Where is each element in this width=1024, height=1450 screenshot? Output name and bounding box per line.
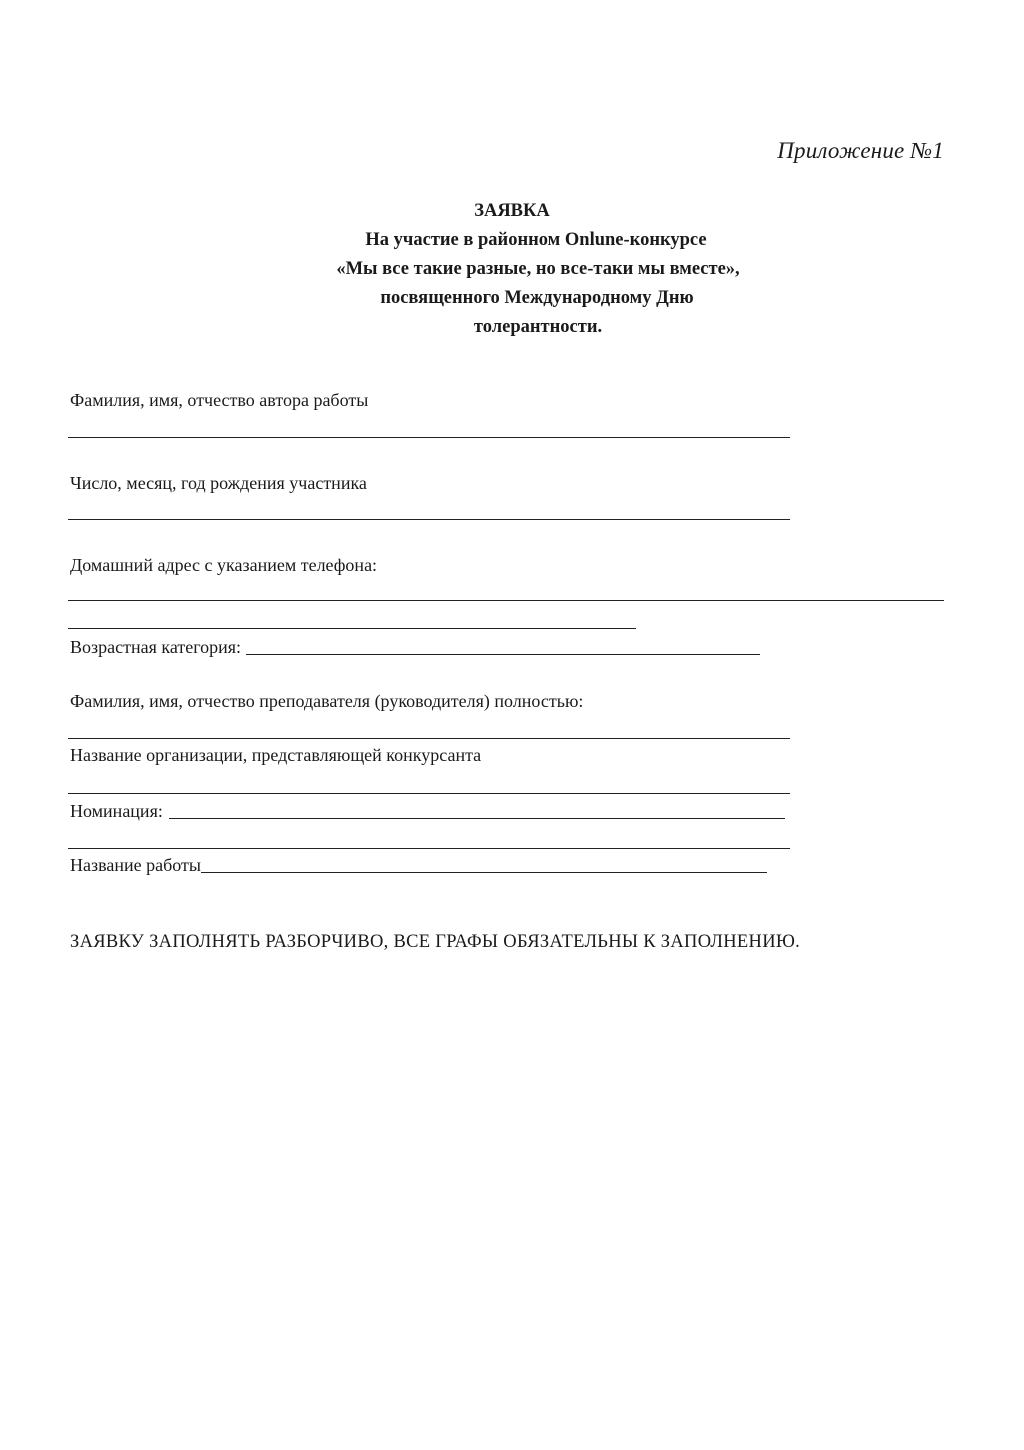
form-title: ЗАЯВКА	[474, 201, 550, 221]
organization-line[interactable]	[68, 793, 790, 794]
age-category-line[interactable]	[246, 636, 760, 655]
nomination-label: Номинация:	[70, 801, 163, 821]
fill-instructions-notice: ЗАЯВКУ ЗАПОЛНЯТЬ РАЗБОРЧИВО, ВСЕ ГРАФЫ ОБЯЗАТЕЛЬНЫ К ЗАПОЛНЕНИЮ.	[70, 932, 801, 952]
teacher-name-line[interactable]	[68, 738, 790, 739]
organization-label: Название организации, представляющей конкурсанта	[70, 745, 482, 765]
age-category-row	[70, 636, 760, 658]
author-name-label: Фамилия, имя, отчество автора работы	[70, 390, 369, 410]
form-subtitle-line-1: На участие в районном Onlune-конкурсе	[365, 230, 707, 250]
home-address-label: Домашний адрес с указанием телефона:	[70, 555, 378, 575]
teacher-name-label: Фамилия, имя, отчество преподавателя (руководителя) полностью:	[70, 691, 584, 711]
form-subtitle-line-4: толерантности.	[473, 317, 603, 337]
work-title-row	[70, 854, 767, 876]
work-title-label: Название работы	[70, 855, 201, 875]
form-heading	[0, 197, 1024, 342]
nomination-line[interactable]	[169, 800, 785, 819]
author-name-line[interactable]	[68, 437, 790, 438]
work-title-line[interactable]	[201, 854, 767, 873]
appendix-label: Приложение №1	[777, 138, 944, 163]
nomination-extra-line[interactable]	[68, 848, 790, 849]
home-address-line-2[interactable]	[68, 628, 636, 629]
birth-date-label: Число, месяц, год рождения участника	[70, 473, 367, 493]
birth-date-line[interactable]	[68, 519, 790, 520]
nomination-row	[70, 800, 785, 822]
home-address-line-1[interactable]	[68, 600, 944, 601]
age-category-label: Возрастная категория:	[70, 637, 242, 657]
form-subtitle-line-2: «Мы все такие разные, но все-таки мы вместе»,	[336, 259, 740, 279]
form-subtitle-line-3: посвященного Международному Дню	[380, 288, 694, 308]
